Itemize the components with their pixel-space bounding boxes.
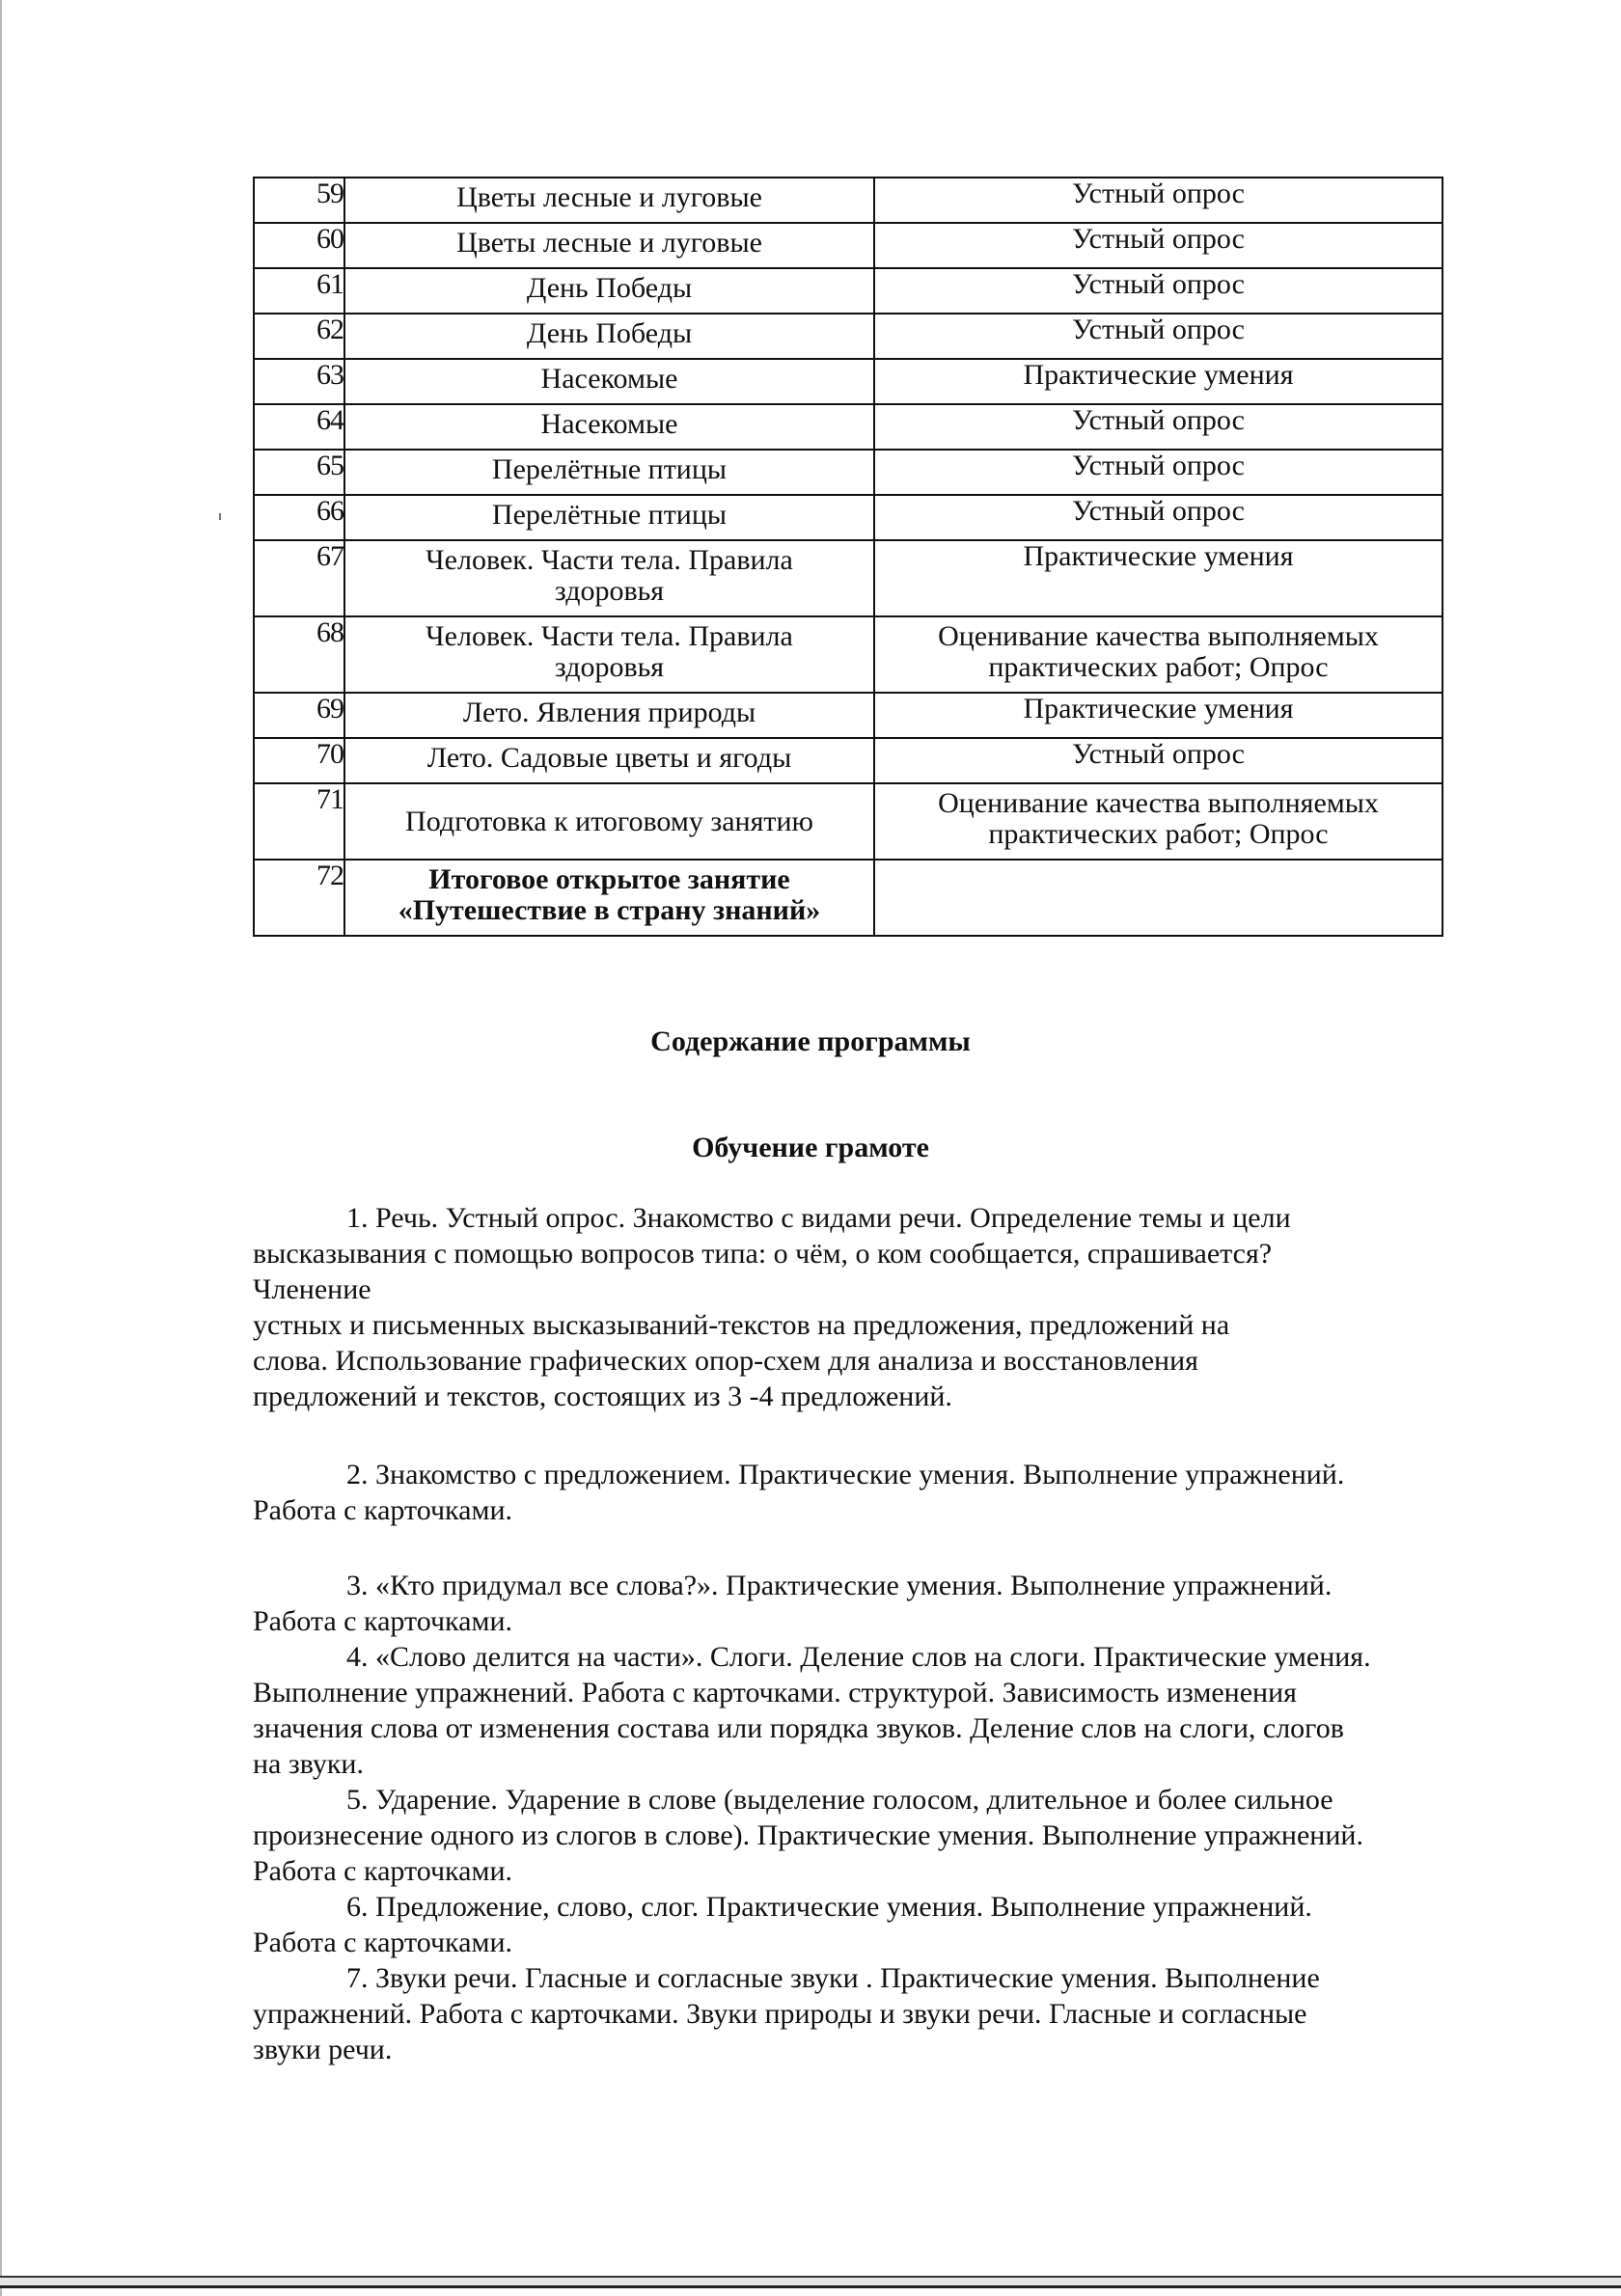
lesson-number: 63 [254,359,344,404]
assessment-form: Оценивание качества выполняемых практических работ; Опрос [874,616,1442,693]
lesson-topic: Насекомые [344,404,874,450]
lesson-topic: День Победы [344,268,874,314]
assessment-form: Устный опрос [874,178,1442,223]
table-row [254,178,1442,223]
assessment-form: Устный опрос [874,268,1442,314]
paragraph-5: 5. Ударение. Ударение в слове (выделение голосом, длительное и более сильное произнесение одного из слогов в слове). Практические умения. Выполнение упражнений. Работа с карточками. [253,1784,1363,1887]
lesson-topic: Итоговое открытое занятие «Путешествие в страну знаний» [344,860,874,936]
paragraph-4: 4. «Слово делится на части». Слоги. Деление слов на слоги. Практические умения. Выполнение упражнений. Работа с карточками. структурой. Зависимость изменения значения слова от изменения состава или порядка звуков. Деление слов на слоги, слогов на звуки. [253,1641,1371,1780]
lesson-number: 61 [254,268,344,314]
table-row [254,540,1442,616]
assessment-form: Практические умения [874,693,1442,738]
table-row [254,359,1442,404]
assessment-form: Устный опрос [874,223,1442,268]
lesson-number: 65 [254,450,344,495]
scan-bottom-edge [0,2276,1621,2288]
lesson-number: 66 [254,495,344,540]
lesson-topic: Человек. Части тела. Правила здоровья [344,616,874,693]
lesson-number: 59 [254,178,344,223]
paragraph-3: 3. «Кто придумал все слова?». Практические умения. Выполнение упражнений. Работа с карточками. [253,1570,1333,1637]
assessment-form: Устный опрос [874,450,1442,495]
lesson-topic: Лето. Садовые цветы и ягоды [344,738,874,783]
lesson-topic: Цветы лесные и луговые [344,223,874,268]
paragraph-1: 1. Речь. Устный опрос. Знакомство с видами речи. Определение темы и цели высказывания с помощью вопросов типа: о чём, о ком сообщается, спрашивается? Членение устных и письменных высказываний-текстов на предложения, предложений на слова. Использование графических опор-схем для анализа и восстановления предложений и текстов, состоящих из 3 -4 предложений. [253,1202,1291,1412]
table-row [254,495,1442,540]
lesson-plan-table [253,177,1443,937]
table-row [254,738,1442,783]
table-row [254,404,1442,450]
assessment-form: Оценивание качества выполняемых практических работ; Опрос [874,783,1442,860]
assessment-form: Практические умения [874,540,1442,616]
assessment-form: Практические умения [874,359,1442,404]
lesson-topic: Подготовка к итоговому занятию [344,783,874,860]
assessment-form: Устный опрос [874,495,1442,540]
lesson-topic: Лето. Явления природы [344,693,874,738]
table-row [254,783,1442,860]
table-row [254,616,1442,693]
scan-speck [219,513,221,520]
lesson-number: 64 [254,404,344,450]
lesson-topic: День Победы [344,314,874,359]
lesson-number: 72 [254,860,344,936]
lesson-number: 70 [254,738,344,783]
lesson-topic: Перелётные птицы [344,495,874,540]
paragraph-7: 7. Звуки речи. Гласные и согласные звуки . Практические умения. Выполнение упражнений. Работа с карточками. Звуки природы и звуки речи. Гласные и согласные звуки речи. [253,1962,1320,2065]
table-row [254,268,1442,314]
paragraph-2: 2. Знакомство с предложением. Практические умения. Выполнение упражнений. Работа с карточками. [253,1459,1345,1526]
assessment-form: Устный опрос [874,738,1442,783]
lesson-number: 68 [254,616,344,693]
lesson-topic: Перелётные птицы [344,450,874,495]
lesson-topic: Цветы лесные и луговые [344,178,874,223]
table-row [254,693,1442,738]
table-row [254,860,1442,936]
assessment-form [874,860,1442,936]
table-row [254,314,1442,359]
lesson-topic: Насекомые [344,359,874,404]
lesson-number: 69 [254,693,344,738]
assessment-form: Устный опрос [874,404,1442,450]
section-heading: Содержание программы [650,1025,971,1057]
lesson-number: 71 [254,783,344,860]
lesson-number: 62 [254,314,344,359]
table-row [254,223,1442,268]
lesson-number: 60 [254,223,344,268]
subsection-heading: Обучение грамоте [692,1132,929,1163]
assessment-form: Устный опрос [874,314,1442,359]
paragraph-6: 6. Предложение, слово, слог. Практические умения. Выполнение упражнений. Работа с карточками. [253,1891,1312,1958]
lesson-topic: Человек. Части тела. Правила здоровья [344,540,874,616]
lesson-number: 67 [254,540,344,616]
table-row [254,450,1442,495]
